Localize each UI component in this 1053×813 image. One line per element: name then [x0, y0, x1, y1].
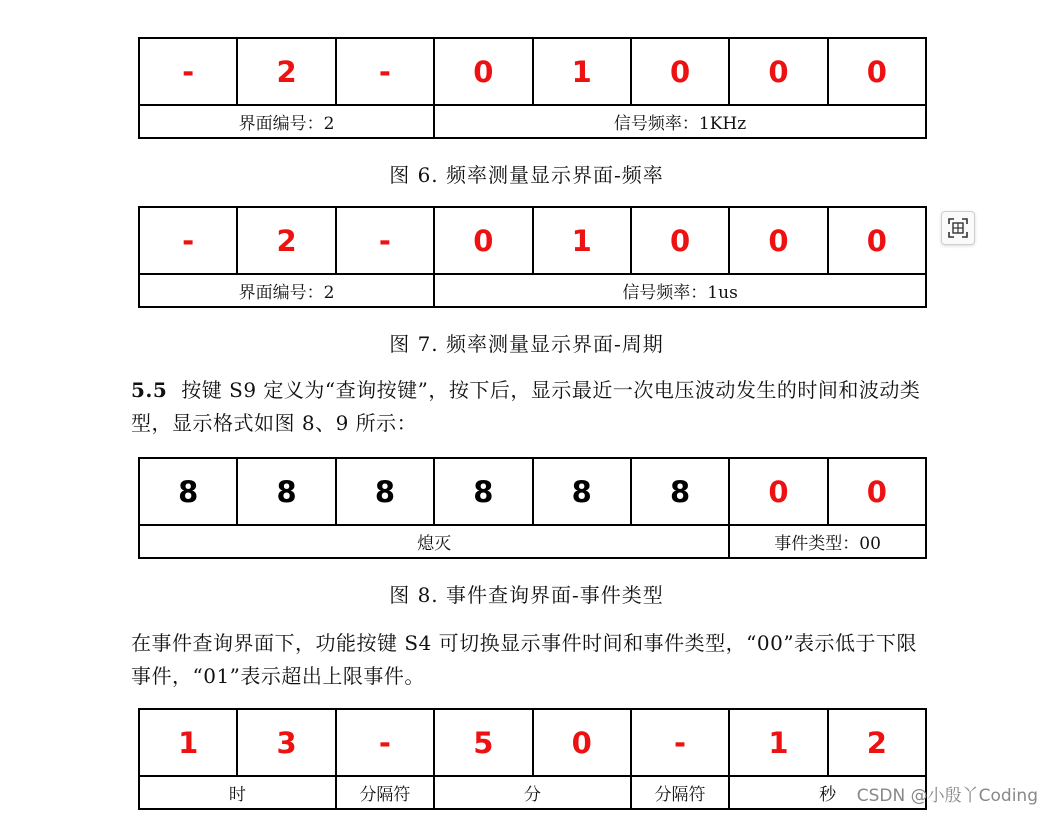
digit-row: [139, 458, 926, 525]
digit-cell: 2: [237, 38, 335, 105]
display-table-fig8: [138, 457, 927, 559]
figure-caption-8: 图 8. 事件查询界面-事件类型: [389, 583, 664, 607]
digit-cell: 0: [533, 709, 631, 776]
digit-cell: 0: [434, 207, 532, 274]
digit-cell: 0: [828, 38, 926, 105]
interface-number-label: 界面编号：2: [139, 274, 434, 307]
second-label: 秒: [729, 776, 926, 809]
section-number: 5.5: [131, 378, 168, 402]
digit-cell: 2: [237, 207, 335, 274]
digit-cell: 0: [434, 38, 532, 105]
digit-cell: 1: [533, 38, 631, 105]
digit-row: [139, 709, 926, 776]
event-query-paragraph: 在事件查询界面下，功能按键 S4 可切换显示事件时间和事件类型，“00”表示低于下限事件，“01”表示超出上限事件。: [131, 631, 918, 688]
separator-label: 分隔符: [631, 776, 729, 809]
display-table-fig7: [138, 206, 927, 308]
label-row: [139, 776, 926, 809]
digit-row: [139, 207, 926, 274]
digit-cell: 3: [237, 709, 335, 776]
digit-row: [139, 38, 926, 105]
digit-cell: 1: [533, 207, 631, 274]
figure-caption-6: 图 6. 频率测量显示界面-频率: [389, 163, 664, 187]
interface-number-label: 界面编号：2: [139, 105, 434, 138]
digit-cell: 2: [828, 709, 926, 776]
signal-frequency-label: 信号频率：1KHz: [434, 105, 926, 138]
display-table-fig6: [138, 37, 927, 139]
label-row: [139, 105, 926, 138]
digit-cell: 0: [729, 38, 827, 105]
digit-cell: 0: [631, 207, 729, 274]
digit-cell: 1: [729, 709, 827, 776]
digit-cell: 8: [139, 458, 237, 525]
label-row: [139, 525, 926, 558]
event-type-label: 事件类型：00: [729, 525, 926, 558]
figure-caption-7: 图 7. 频率测量显示界面-周期: [389, 332, 664, 356]
digit-cell: 1: [139, 709, 237, 776]
off-label: 熄灭: [139, 525, 729, 558]
digit-cell: 0: [729, 207, 827, 274]
label-row: [139, 274, 926, 307]
digit-cell: 8: [336, 458, 434, 525]
digit-cell: 8: [237, 458, 335, 525]
hour-label: 时: [139, 776, 336, 809]
digit-cell: 0: [828, 458, 926, 525]
separator-label: 分隔符: [336, 776, 434, 809]
section-5-5-paragraph: [131, 374, 931, 440]
digit-cell: 8: [631, 458, 729, 525]
digit-cell: 5: [434, 709, 532, 776]
minute-label: 分: [434, 776, 631, 809]
display-table-fig9: [138, 708, 927, 810]
digit-cell: 8: [533, 458, 631, 525]
digit-cell: -: [336, 207, 434, 274]
digit-cell: -: [139, 207, 237, 274]
digit-cell: -: [139, 38, 237, 105]
csdn-watermark: CSDN @小殷丫Coding: [856, 786, 1038, 806]
digit-cell: -: [336, 709, 434, 776]
digit-cell: -: [631, 709, 729, 776]
digit-cell: 8: [434, 458, 532, 525]
section-text: 按键 S9 定义为“查询按键”，按下后，显示最近一次电压波动发生的时间和波动类型，显示格式如图 8、9 所示：: [131, 378, 921, 435]
digit-cell: 0: [631, 38, 729, 105]
digit-cell: 0: [729, 458, 827, 525]
digit-cell: -: [336, 38, 434, 105]
scan-button[interactable]: [941, 211, 975, 245]
digit-cell: 0: [828, 207, 926, 274]
scan-icon: [948, 218, 968, 238]
signal-period-label: 信号频率：1us: [434, 274, 926, 307]
